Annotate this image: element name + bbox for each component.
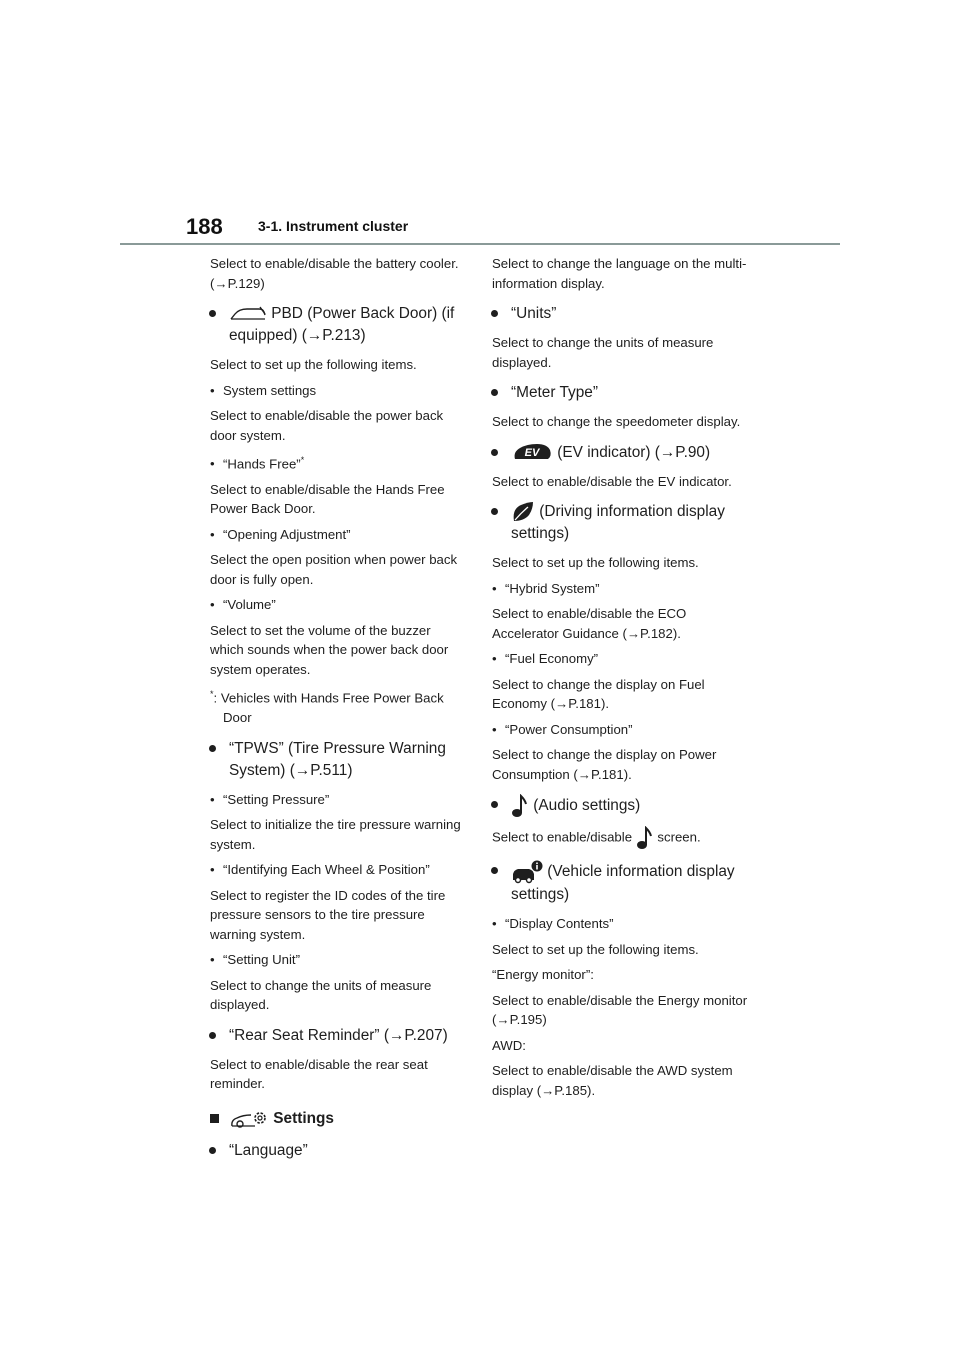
bullet-dot	[491, 310, 498, 317]
identifying-desc: Select to register the ID codes of the tire pressure sensors to the tire pressure warning system.	[210, 887, 446, 942]
pbd-heading	[210, 303, 468, 347]
square-marker	[210, 1114, 219, 1123]
driving-info-desc: Select to set up the following items.	[492, 555, 699, 571]
energy-monitor-desc: Select to enable/disable the Energy monitor (→P.195)	[492, 992, 748, 1028]
pbd-desc: Select to set up the following items.	[210, 357, 417, 372]
left-column	[210, 254, 468, 1170]
bullet-dot	[209, 1147, 216, 1154]
bullet-dot	[209, 310, 216, 317]
bullet-dot	[491, 801, 498, 808]
pbd-heading-text: PBD (Power Back Door) (if equipped) (→P.213)	[229, 305, 455, 344]
volume-desc: Select to set the volume of the buzzer which sounds when the power back door system operates.	[210, 622, 449, 677]
ev-indicator-heading: EV (EV indicator) (→P.90)	[492, 442, 750, 464]
bullet-dot	[209, 745, 216, 752]
list-item-volume: • “Volume”	[210, 597, 276, 613]
header-rule	[120, 243, 840, 245]
page-header	[0, 0, 960, 250]
hybrid-system-desc: Select to enable/disable the ECO Accelerator Guidance (→P.182).	[492, 606, 687, 641]
section-title: 3-1. Instrument cluster	[258, 218, 409, 234]
rear-seat-desc: Select to enable/disable the rear seat reminder.	[210, 1056, 428, 1092]
ev-indicator-icon	[511, 442, 553, 462]
vehicle-settings-icon	[229, 1109, 269, 1129]
hands-free-desc: Select to enable/disable the Hands Free Power Back Door.	[210, 481, 445, 517]
setting-pressure-desc: Select to initialize the tire pressure warning system.	[210, 817, 461, 852]
bullet-dot	[491, 389, 498, 396]
list-item-power-consumption: • “Power Consumption”	[492, 721, 633, 737]
fuel-economy-desc: Select to change the display on Fuel Economy (→P.181).	[492, 676, 705, 712]
eco-leaf-icon	[511, 501, 535, 523]
list-item-system-settings: • System settings	[210, 382, 317, 398]
units-desc: Select to change the units of measure displayed.	[492, 335, 714, 370]
opening-adjustment-desc: Select the open position when power back door is fully open.	[210, 552, 458, 587]
list-item-setting-unit: • “Setting Unit”	[210, 952, 300, 968]
language-heading: “Language”	[210, 1140, 468, 1162]
audio-settings-heading: (Audio settings)	[492, 794, 750, 818]
ev-icon-text: EV	[524, 447, 540, 460]
energy-monitor-label: “Energy monitor”:	[492, 967, 594, 983]
system-settings-desc: Select to enable/disable the power back door system.	[210, 408, 444, 443]
page-number: 188	[186, 214, 223, 239]
driving-info-heading: (Driving information display settings)	[492, 501, 750, 545]
list-item-hybrid-system: • “Hybrid System”	[492, 580, 600, 596]
footnote-mark: *	[300, 455, 305, 465]
right-column	[492, 254, 750, 1106]
music-note-icon	[511, 794, 529, 818]
vehicle-info-icon	[511, 860, 543, 884]
power-consumption-desc: Select to change the display on Power Consumption (→P.181).	[492, 747, 717, 782]
setting-unit-desc: Select to change the units of measure displayed.	[210, 977, 432, 1013]
footnote: *: Vehicles with Hands Free Power Back Door	[210, 689, 444, 726]
battery-cooler-desc: Select to enable/disable the battery cooler. (→P.129)	[210, 256, 459, 291]
settings-heading: Settings	[210, 1108, 468, 1130]
audio-settings-desc: Select to enable/disable screen.	[492, 826, 750, 850]
list-item-identifying: • “Identifying Each Wheel & Position”	[210, 862, 430, 878]
bullet-dot	[491, 449, 498, 456]
power-back-door-icon	[229, 306, 267, 322]
meter-type-heading: “Meter Type”	[492, 382, 750, 404]
awd-desc: Select to enable/disable the AWD system display (→P.185).	[492, 1063, 733, 1098]
ev-indicator-desc: Select to enable/disable the EV indicator.	[492, 473, 732, 489]
list-item-hands-free: • “Hands Free”*	[210, 455, 305, 472]
list-item-display-contents: • “Display Contents”	[492, 916, 614, 932]
bullet-dot	[209, 1032, 216, 1039]
language-desc: Select to change the language on the multi-information display.	[492, 256, 747, 291]
rear-seat-heading: “Rear Seat Reminder” (→P.207)	[210, 1025, 468, 1047]
music-note-icon	[636, 826, 654, 850]
list-item-opening-adjustment: • “Opening Adjustment”	[210, 526, 351, 542]
list-item-setting-pressure: • “Setting Pressure”	[210, 791, 330, 807]
meter-type-desc: Select to change the speedometer display.	[492, 414, 741, 429]
bullet-dot	[491, 508, 498, 515]
bullet-dot	[491, 867, 498, 874]
vehicle-info-heading: (Vehicle information display settings)	[492, 860, 750, 906]
units-heading: “Units”	[492, 303, 750, 325]
tpws-heading: “TPWS” (Tire Pressure Warning System) (→P.511)	[210, 738, 468, 782]
display-contents-desc: Select to set up the following items.	[492, 941, 699, 957]
awd-label: AWD:	[492, 1037, 526, 1053]
list-item-fuel-economy: • “Fuel Economy”	[492, 651, 599, 667]
